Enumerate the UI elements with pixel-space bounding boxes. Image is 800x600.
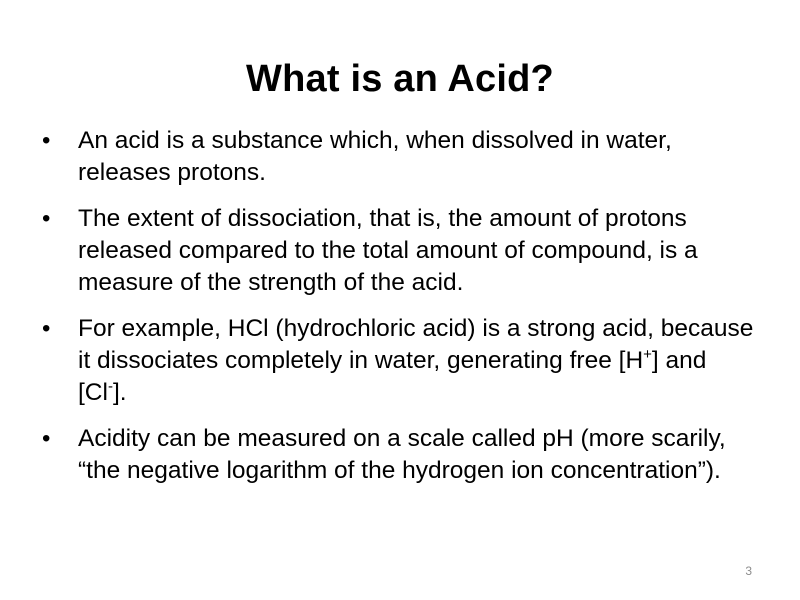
bullet-item-4 <box>40 423 760 487</box>
bullet-text-1: An acid is a substance which, when dissolved in water, releases protons. <box>78 127 672 186</box>
chloride-charge: - <box>107 377 113 395</box>
slide-number: 3 <box>745 564 752 578</box>
bullet-text-3 <box>78 315 753 406</box>
bullet-icon: • <box>42 205 51 232</box>
slide-title: What is an Acid? <box>246 58 554 100</box>
bullet-item-2 <box>40 203 760 299</box>
bullet-icon: • <box>42 425 51 452</box>
bullet-list <box>40 125 760 501</box>
bullet-text-3-part-3: ]. <box>112 379 127 406</box>
bullet-item-1 <box>40 125 760 189</box>
bullet-icon: • <box>42 127 51 154</box>
bullet-text-3-part-2: ] and [Cl <box>78 347 707 406</box>
bullet-icon: • <box>42 315 51 342</box>
bullet-text-3-part-1: For example, HCl (hydrochloric acid) is a strong acid, because it dissociates completely in water, generating free [H <box>78 315 754 374</box>
bullet-text-4: Acidity can be measured on a scale called pH (more scarily, “the negative logarithm of the hydrogen ion concentration”). <box>78 425 726 484</box>
hydrogen-charge: + <box>643 345 652 363</box>
bullet-item-3 <box>40 313 760 409</box>
bullet-text-2: The extent of dissociation, that is, the amount of protons released compared to the total amount of compound, is a measure of the strength of the acid. <box>78 205 698 296</box>
